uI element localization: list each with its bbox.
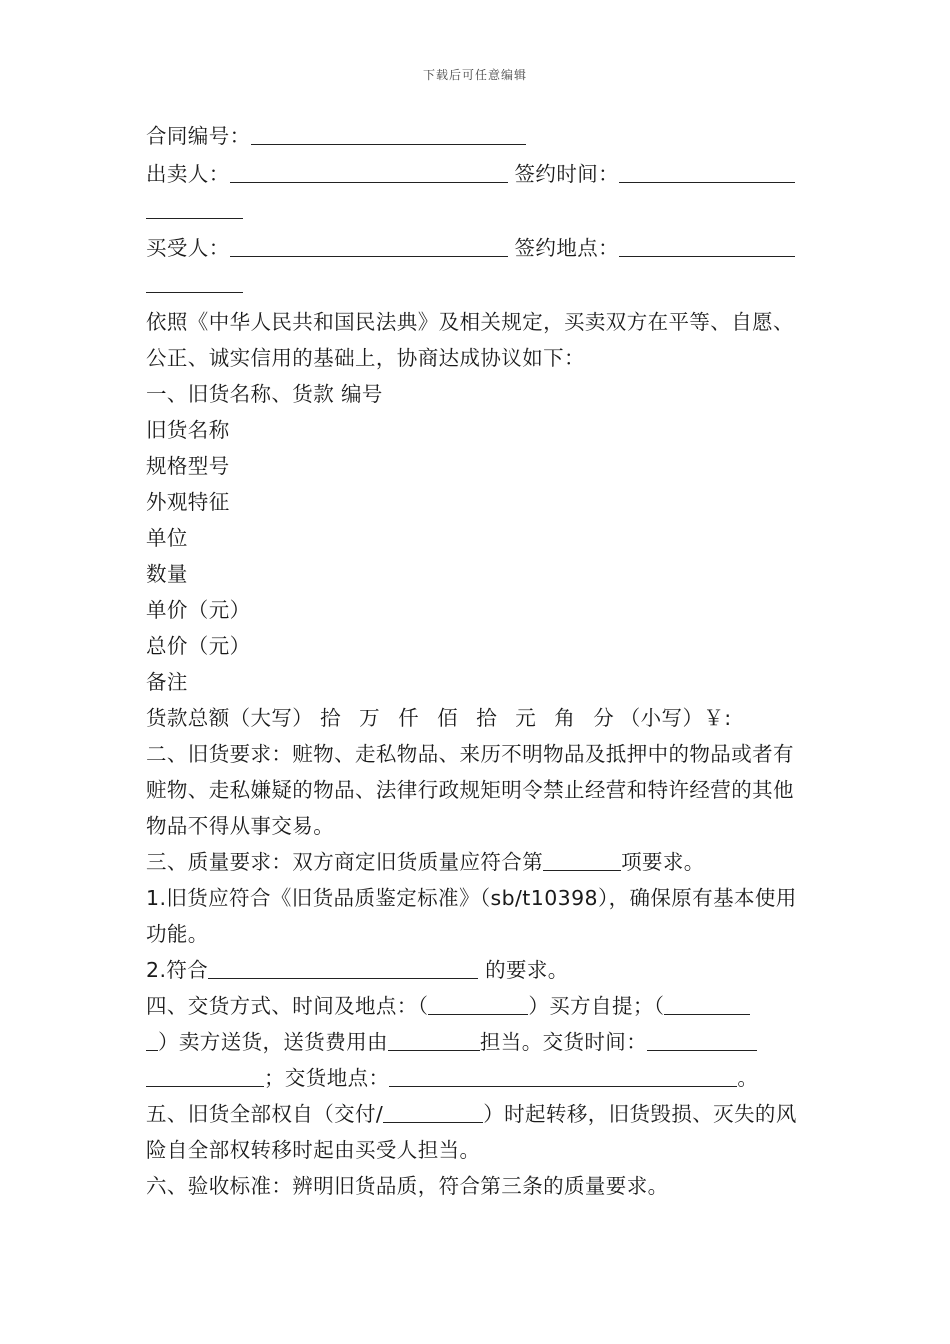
- delivery-fee-blank[interactable]: [388, 1026, 480, 1051]
- page-header: 下载后可任意编辑: [422, 68, 527, 82]
- requirement-number-blank[interactable]: [543, 846, 621, 871]
- contract-number-line: 合同编号：: [146, 118, 810, 154]
- section-2: 二、旧货要求：赃物、走私物品、来历不明物品及抵押中的物品或者有赃物、走私嫌疑的物品、法律行政规矩明令禁止经营和特许经营的其他物品不得从事交易。: [146, 742, 794, 838]
- seller-line: 出卖人： 签约时间：: [146, 156, 810, 228]
- ownership-transfer-blank[interactable]: [383, 1098, 483, 1123]
- contract-number-blank[interactable]: [251, 120, 526, 145]
- contract-body: [146, 118, 810, 1204]
- intro-paragraph: 依照《中华人民共和国民法典》及相关规定，买卖双方在平等、自愿、公正、诚实信用的基础上，协商达成协议如下：: [146, 310, 794, 370]
- sign-place-blank-cont[interactable]: [146, 268, 243, 293]
- buyer-blank[interactable]: [230, 232, 508, 257]
- section-3-2: 2.符合 的要求。: [146, 952, 810, 988]
- item-unit-price: 单价（元）: [146, 598, 251, 622]
- delivery-blank-cont[interactable]: [146, 1026, 158, 1051]
- sign-place-blank[interactable]: [619, 232, 795, 257]
- item-unit: 单位: [146, 526, 188, 550]
- section-5: 五、旧货全部权自（交付/ ）时起转移，旧货毁损、灭失的风险自全部权转移时起由买受人担当。: [146, 1096, 810, 1168]
- sign-time-blank-cont[interactable]: [146, 194, 243, 219]
- self-pickup-blank[interactable]: [428, 990, 528, 1015]
- delivery-place-blank[interactable]: [389, 1062, 737, 1087]
- item-spec: 规格型号: [146, 454, 230, 478]
- delivery-time-blank-cont[interactable]: [146, 1062, 264, 1087]
- item-name: 旧货名称: [146, 418, 230, 442]
- section-3: 三、质量要求：双方商定旧货质量应符合第 项要求。: [146, 844, 810, 880]
- delivery-time-blank[interactable]: [647, 1026, 757, 1051]
- section-4: 四、交货方式、时间及地点：（ ）买方自提；（ ）卖方送货，送货费用由 担当。交货时间： ；交货地点： 。: [146, 988, 810, 1096]
- item-quantity: 数量: [146, 562, 188, 586]
- seller-blank[interactable]: [230, 158, 508, 183]
- section-1-title: 一、旧货名称、货款 编号: [146, 382, 383, 406]
- item-appearance: 外观特征: [146, 490, 230, 514]
- section-3-1: 1.旧货应符合《旧货品质鉴定标准》（sb/t10398），确保原有基本使用功能。: [146, 886, 797, 946]
- section-6: 六、验收标准：辨明旧货品质，符合第三条的质量要求。: [146, 1174, 669, 1198]
- sign-time-blank[interactable]: [619, 158, 795, 183]
- item-total-price: 总价（元）: [146, 634, 251, 658]
- total-amount-line: 货款总额（大写） 拾 万 仟 佰 拾 元 角 分（小写）￥:: [146, 706, 732, 730]
- item-remarks: 备注: [146, 670, 188, 694]
- delivery-blank[interactable]: [664, 990, 750, 1015]
- buyer-line: 买受人： 签约地点：: [146, 230, 810, 302]
- requirement-blank[interactable]: [208, 954, 478, 979]
